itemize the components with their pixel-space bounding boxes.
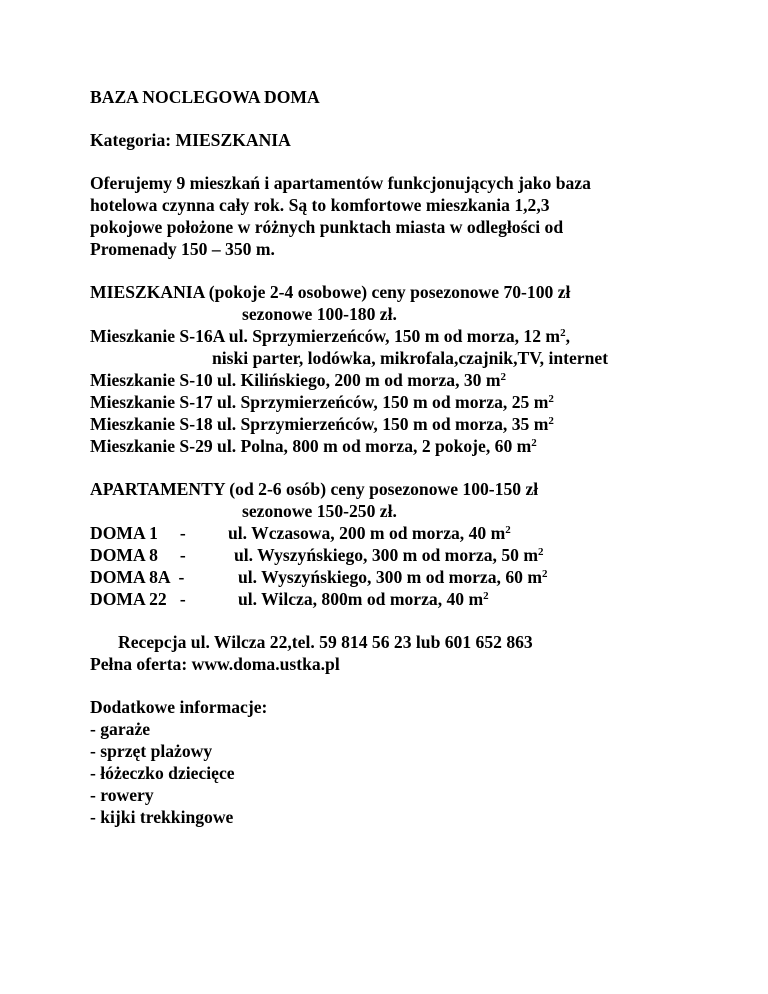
mieszkanie-item: Mieszkanie S-10 ul. Kilińskiego, 200 m od morza, 30 $m^2$ bbox=[90, 370, 507, 390]
extras-section bbox=[90, 696, 750, 828]
apartament-item: DOMA 22 - ul. Wilcza, 800m od morza, 40 $m^2$ bbox=[90, 589, 489, 609]
apartament-item: DOMA 8A - ul. Wyszyńskiego, 300 m od morza, 60 $m^2$ bbox=[90, 567, 548, 587]
mieszkania-section bbox=[90, 281, 750, 457]
apartamenty-section bbox=[90, 478, 750, 610]
extras-item: - łóżeczko dziecięce bbox=[90, 763, 235, 783]
apartament-item: DOMA 1 - ul. Wczasowa, 200 m od morza, 40 $m^2$ bbox=[90, 523, 511, 543]
apartament-item: DOMA 8 - ul. Wyszyńskiego, 300 m od morza, 50 $m^2$ bbox=[90, 545, 544, 565]
extras-item: - rowery bbox=[90, 785, 154, 805]
contact-section bbox=[90, 631, 750, 675]
apartamenty-header: APARTAMENTY (od 2-6 osób) ceny posezonowe 100-150 zł bbox=[90, 479, 539, 499]
mieszkanie-item: Mieszkanie S-17 ul. Sprzymierzeńców, 150 m od morza, 25 $m^2$ bbox=[90, 392, 554, 412]
extras-header: Dodatkowe informacje: bbox=[90, 697, 268, 717]
mieszkanie-item: Mieszkanie S-16A ul. Sprzymierzeńców, 150 m od morza, 12 $m^2$, bbox=[90, 326, 570, 346]
document-page bbox=[90, 86, 750, 828]
intro-line: pokojowe położone w różnych punktach miasta w odległości od bbox=[90, 217, 564, 237]
mieszkanie-detail: niski parter, lodówka, mikrofala,czajnik,TV, internet bbox=[212, 348, 609, 368]
extras-item: - sprzęt plażowy bbox=[90, 741, 213, 761]
intro-paragraph bbox=[90, 172, 750, 260]
apartamenty-season-price: sezonowe 150-250 zł. bbox=[242, 501, 397, 521]
mieszkania-season-price: sezonowe 100-180 zł. bbox=[242, 304, 397, 324]
mieszkanie-item: Mieszkanie S-29 ul. Polna, 800 m od morza, 2 pokoje, 60 $m^2$ bbox=[90, 436, 537, 456]
intro-line: hotelowa czynna cały rok. Są to komfortowe mieszkania 1,2,3 bbox=[90, 195, 550, 215]
intro-line: Promenady 150 – 350 m. bbox=[90, 239, 275, 259]
mieszkania-header: MIESZKANIA (pokoje 2-4 osobowe) ceny posezonowe 70-100 zł bbox=[90, 282, 571, 302]
offer-link: Pełna oferta: www.doma.ustka.pl bbox=[90, 654, 340, 674]
intro-line: Oferujemy 9 mieszkań i apartamentów funkcjonujących jako baza bbox=[90, 173, 591, 193]
reception-line: Recepcja ul. Wilcza 22,tel. 59 814 56 23 lub 601 652 863 bbox=[118, 632, 533, 652]
mieszkanie-item: Mieszkanie S-18 ul. Sprzymierzeńców, 150 m od morza, 35 $m^2$ bbox=[90, 414, 554, 434]
extras-item: - kijki trekkingowe bbox=[90, 807, 234, 827]
category-line: Kategoria: MIESZKANIA bbox=[90, 130, 291, 150]
document-title: BAZA NOCLEGOWA DOMA bbox=[90, 87, 320, 107]
extras-item: - garaże bbox=[90, 719, 151, 739]
